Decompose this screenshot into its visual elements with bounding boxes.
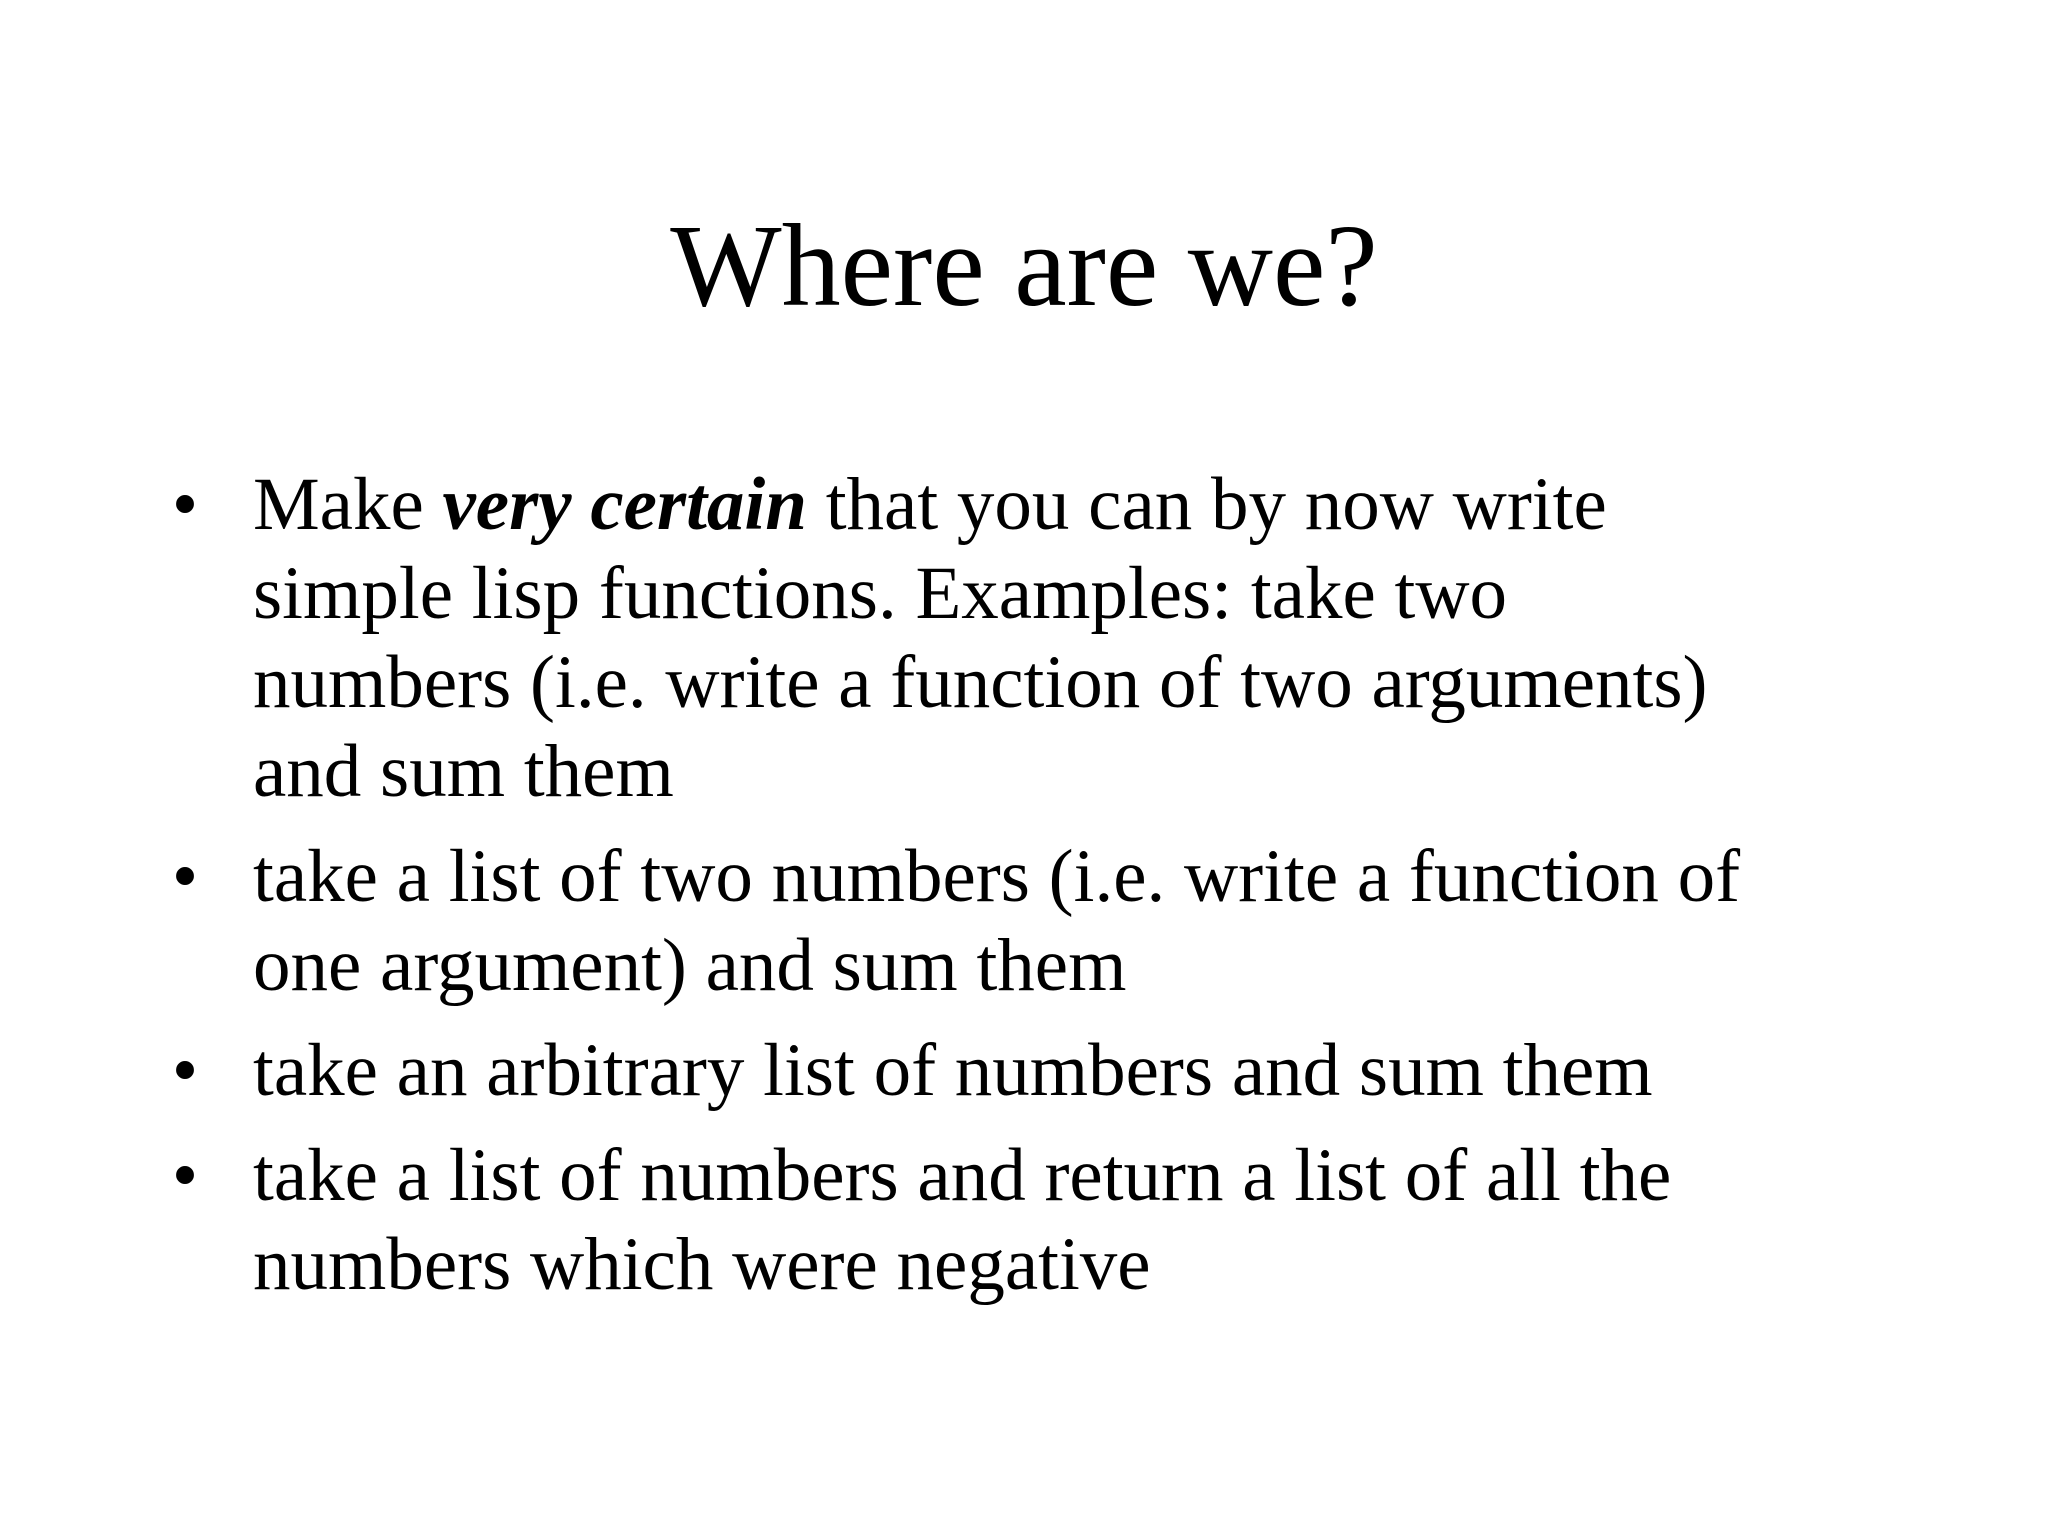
bullet-icon: • bbox=[171, 1134, 199, 1217]
bullet-icon: • bbox=[171, 835, 199, 918]
bullet-line: take an arbitrary list of numbers and sum them bbox=[253, 1029, 1653, 1112]
bullet-item bbox=[165, 832, 1905, 1010]
slide-title: Where are we? bbox=[670, 200, 1378, 331]
bullet-line: take a list of two numbers (i.e. write a function of bbox=[253, 835, 1741, 918]
bullet-item bbox=[165, 1131, 1905, 1309]
bullet-item bbox=[165, 1026, 1905, 1115]
bullet-text: that you can by now write bbox=[806, 463, 1607, 546]
emphasis-text: very certain bbox=[442, 463, 807, 546]
bullet-list bbox=[165, 460, 1905, 1325]
bullet-line: numbers which were negative bbox=[253, 1223, 1151, 1306]
bullet-icon: • bbox=[171, 463, 199, 546]
bullet-line: numbers (i.e. write a function of two arguments) bbox=[253, 641, 1708, 724]
bullet-line: take a list of numbers and return a list of all the bbox=[253, 1134, 1672, 1217]
bullet-icon: • bbox=[171, 1029, 199, 1112]
bullet-line: simple lisp functions. Examples: take two bbox=[253, 552, 1507, 635]
bullet-line: one argument) and sum them bbox=[253, 924, 1127, 1007]
bullet-line bbox=[253, 460, 1905, 549]
bullet-text: Make bbox=[253, 463, 443, 546]
bullet-line: and sum them bbox=[253, 730, 674, 813]
bullet-item bbox=[165, 460, 1905, 816]
